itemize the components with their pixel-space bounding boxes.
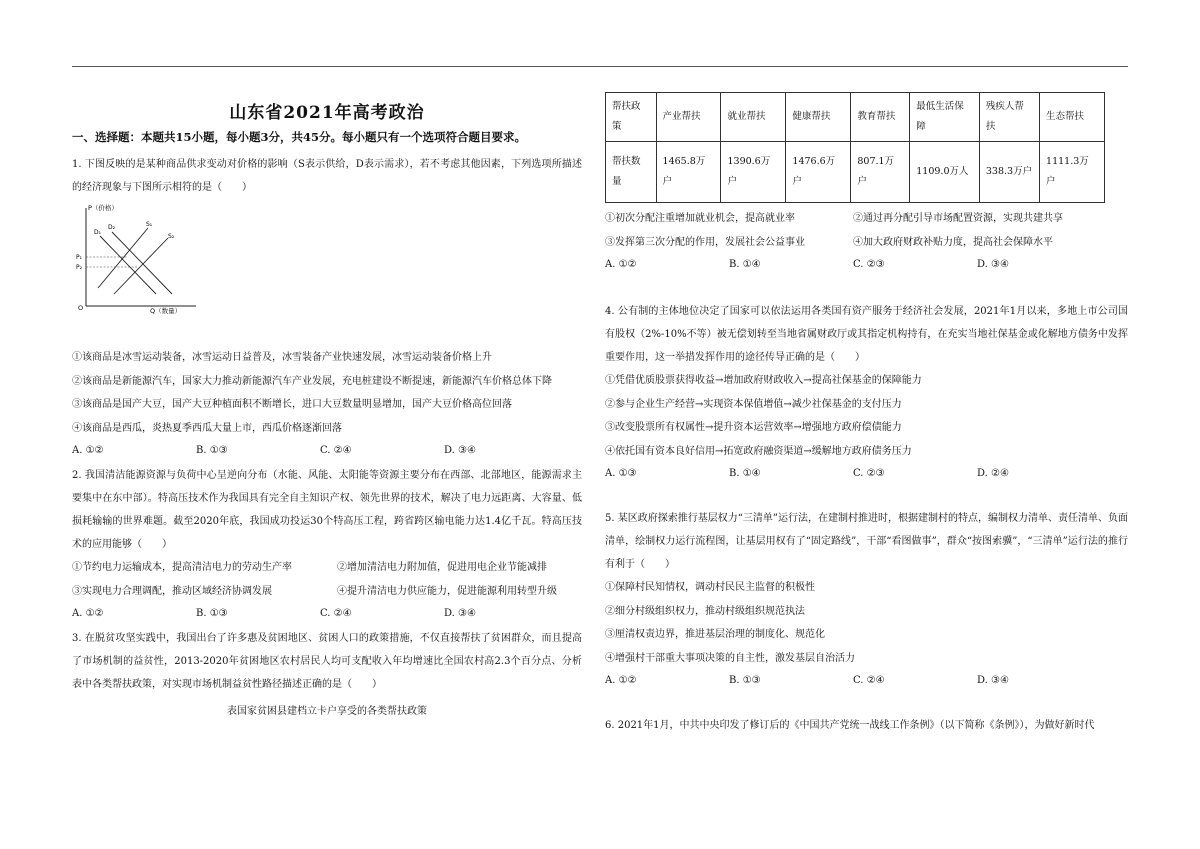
table-cell: 帮扶政策	[606, 93, 657, 142]
q2-options-row-2	[72, 580, 582, 604]
table-caption: 表国家贫困县建档立卡户享受的各类帮扶政策	[227, 706, 427, 717]
q1-stem: 1. 下图反映的是某种商品供求变动对价格的影响（S表示供给，D表示需求），若不考虑其他因素，下列选项所描述的经济现象与下图所示相符的是（ ）	[72, 159, 582, 193]
q4-option-2: ②参与企业生产经营→实现资本保值增值→减少社保基金的支付压力	[605, 398, 902, 410]
q3-choices	[605, 255, 1128, 275]
q1-option-2: ②该商品是新能源汽车，国家大力推动新能源汽车产业发展，充电桩建设不断提速，新能源汽车价格总体下降	[72, 375, 552, 387]
q2-choices	[72, 604, 582, 624]
choice-a: A. ①②	[605, 259, 637, 270]
table-row	[606, 142, 1105, 203]
demand-curve-d1	[100, 236, 156, 294]
question-3	[72, 627, 582, 717]
table-cell: 1390.6万户	[721, 142, 786, 203]
q3-option-4: ④加大政府财政补贴力度，提高社会保障水平	[853, 236, 1053, 248]
q4-option-3: ③改变股票所有权属性→提升资本运营效率→增强地方政府偿债能力	[605, 422, 902, 433]
q5-option-1: ①保障村民知情权，调动村民民主监督的积极性	[605, 582, 815, 593]
aid-policy-table	[605, 92, 1105, 203]
origin-label: O	[78, 304, 84, 312]
q3-options-row-2	[605, 231, 1128, 255]
choice-a: A. ①②	[605, 675, 637, 686]
table-header-row	[606, 93, 1105, 142]
q5-stem: 5. 某区政府探索推行基层权力“三清单”运行法，在建制村推进时，根据建制村的特点，编制权力清单、责任清单、负面清单，绘制权力运行流程图，让基层用权有了“固定路线”，干部“看图做事”，群众“按图索骥”，“三清单”运行法的推行有利于（ ）	[605, 513, 1128, 570]
q6-stem: 6. 2021年1月，中共中央印发了修订后的《中国共产党统一战线工作条例》（以下简称《条例》），为做好新时代	[605, 720, 1095, 731]
q4-option-1: ①凭借优质股票获得收益→增加政府财政收入→提高社保基金的保障能力	[605, 375, 922, 386]
q3-option-2: ②通过再分配引导市场配置资源，实现共建共享	[853, 213, 1063, 224]
supply-curve-s1	[98, 228, 148, 288]
choice-a: A. ①②	[72, 445, 104, 456]
table-cell: 1111.3万户	[1040, 142, 1105, 203]
question-4	[605, 300, 1128, 484]
q1-option-1: ①该商品是冰雪运动装备，冰雪运动日益普及，冰雪装备产业快速发展，冰雪运动装备价格上升	[72, 352, 492, 363]
p1-label: P₁	[76, 254, 83, 261]
q5-option-2: ②细分村级组织权力，推动村级组织规范执法	[605, 605, 805, 617]
right-column	[605, 92, 1128, 737]
table-cell: 338.3万户	[979, 142, 1039, 203]
choice-b: B. ①③	[196, 445, 228, 456]
s2-label: S₂	[168, 233, 175, 240]
q2-option-3: ③实现电力合理调配，推动区域经济协调发展	[72, 585, 272, 597]
choice-c: C. ②④	[320, 608, 352, 619]
table-cell: 最低生活保障	[910, 93, 980, 142]
choice-b: B. ①③	[729, 675, 761, 686]
table-cell: 生态帮扶	[1040, 93, 1105, 142]
table-cell: 残疾人帮扶	[979, 93, 1039, 142]
q4-choices	[605, 464, 1128, 484]
left-column	[72, 92, 582, 717]
q4-option-4: ④依托国有资本良好信用→拓宽政府融资渠道→缓解地方政府债务压力	[605, 445, 912, 457]
table-cell: 教育帮扶	[851, 93, 910, 142]
q2-option-1: ①节约电力运输成本，提高清洁电力的劳动生产率	[72, 562, 292, 573]
q4-stem: 4. 公有制的主体地位决定了国家可以依法运用各类国有资产服务于经济社会发展，2021年1月以来，多地上市公司国有股权（2%-10%不等）被无偿划转至当地省属财政厅或其指定机构持有，在充实当地社保基金或化解地方债务中发挥重要作用，这一举措发挥作用的途径传导正确的是（ ）	[605, 306, 1128, 363]
question-2	[72, 464, 582, 624]
s1-label: S₁	[146, 221, 153, 228]
q3-option-1: ①初次分配注重增加就业机会，提高就业率	[605, 213, 795, 224]
header-rule	[72, 66, 1128, 67]
choice-d: D. ③④	[977, 259, 1009, 270]
q3-option-3: ③发挥第三次分配的作用，发展社会公益事业	[605, 236, 805, 248]
q5-option-4: ④增强村干部重大事项决策的自主性，激发基层自治活力	[605, 652, 855, 664]
table-cell: 807.1万户	[851, 142, 910, 203]
x-axis-label: Q（数量）	[150, 307, 182, 314]
table-cell: 1465.8万户	[656, 142, 721, 203]
q3-options-row-1	[605, 207, 1128, 231]
q5-option-3: ③厘清权责边界，推进基层治理的制度化、规范化	[605, 629, 825, 640]
q5-choices	[605, 671, 1128, 691]
choice-d: D. ③④	[977, 675, 1009, 686]
spacer	[605, 487, 1128, 507]
choice-c: C. ②③	[853, 259, 885, 270]
choice-a: A. ①③	[605, 468, 637, 479]
question-5	[605, 507, 1128, 691]
q2-options-row-1	[72, 556, 582, 580]
d1-label: D₁	[94, 229, 102, 236]
p2-label: P₂	[76, 264, 83, 271]
question-6	[605, 714, 1128, 737]
choice-d: D. ②④	[977, 468, 1009, 479]
choice-b: B. ①③	[196, 608, 228, 619]
section-heading: 一、选择题：本题共15小题，每小题3分，共45分。每小题只有一个选项符合题目要求。	[72, 130, 527, 144]
table-cell: 产业帮扶	[656, 93, 721, 142]
y-axis-label: P（价格）	[88, 204, 118, 212]
choice-a: A. ①②	[72, 608, 104, 619]
table-cell: 1109.0万人	[910, 142, 980, 203]
d2-label: D₂	[108, 224, 116, 231]
choice-b: B. ①④	[729, 259, 761, 270]
demand-curve-d2	[112, 232, 172, 294]
choice-c: C. ②④	[853, 675, 885, 686]
table-cell: 帮扶数量	[606, 142, 657, 203]
supply-curve-s2	[114, 238, 168, 294]
table-cell: 1476.6万户	[786, 142, 851, 203]
spacer	[605, 694, 1128, 714]
table-cell: 健康帮扶	[786, 93, 851, 142]
choice-c: C. ②④	[320, 445, 352, 456]
q3-stem: 3. 在脱贫攻坚实践中，我国出台了许多惠及贫困地区、贫困人口的政策措施，不仅直接帮扶了贫困群众，而且提高了市场机制的益贫性，2013-2020年贫困地区农村居民人均可支配收入年均增速比全国农村高2.3个百分点、分析表中各类帮扶政策，对实现市场机制益贫性路径描述正确的是（ ）	[72, 633, 582, 690]
spacer	[605, 278, 1128, 300]
question-1	[72, 153, 582, 461]
q2-stem: 2. 我国清洁能源资源与负荷中心呈逆向分布（水能、风能、太阳能等资源主要分布在西部、北部地区，能源需求主要集中在东中部）。特高压技术作为我国具有完全自主知识产权、领先世界的技术，解决了电力远距离、大容量、低损耗输输的世界难题。截至2020年底，我国成功投运30个特高压工程，跨省跨区输电能力达1.4亿千瓦。特高压技术的应用能够（ ）	[72, 470, 582, 550]
q1-option-4: ④该商品是西瓜，炎热夏季西瓜大量上市，西瓜价格逐渐回落	[72, 422, 342, 434]
q1-choices	[72, 441, 582, 461]
choice-c: C. ②③	[853, 468, 885, 479]
choice-d: D. ③④	[444, 445, 476, 456]
page-title: 山东省2021年高考政治	[229, 103, 425, 123]
table-cell: 就业帮扶	[721, 93, 786, 142]
supply-demand-graph	[76, 202, 206, 314]
q2-option-2: ②增加清洁电力附加值，促进用电企业节能减排	[337, 562, 547, 573]
q2-option-4: ④提升清洁电力供应能力，促进能源利用转型升级	[337, 585, 557, 597]
choice-b: B. ①④	[729, 468, 761, 479]
choice-d: D. ③④	[444, 608, 476, 619]
q1-option-3: ③该商品是国产大豆，国产大豆种植面积不断增长，进口大豆数量明显增加，国产大豆价格高位回落	[72, 399, 512, 410]
